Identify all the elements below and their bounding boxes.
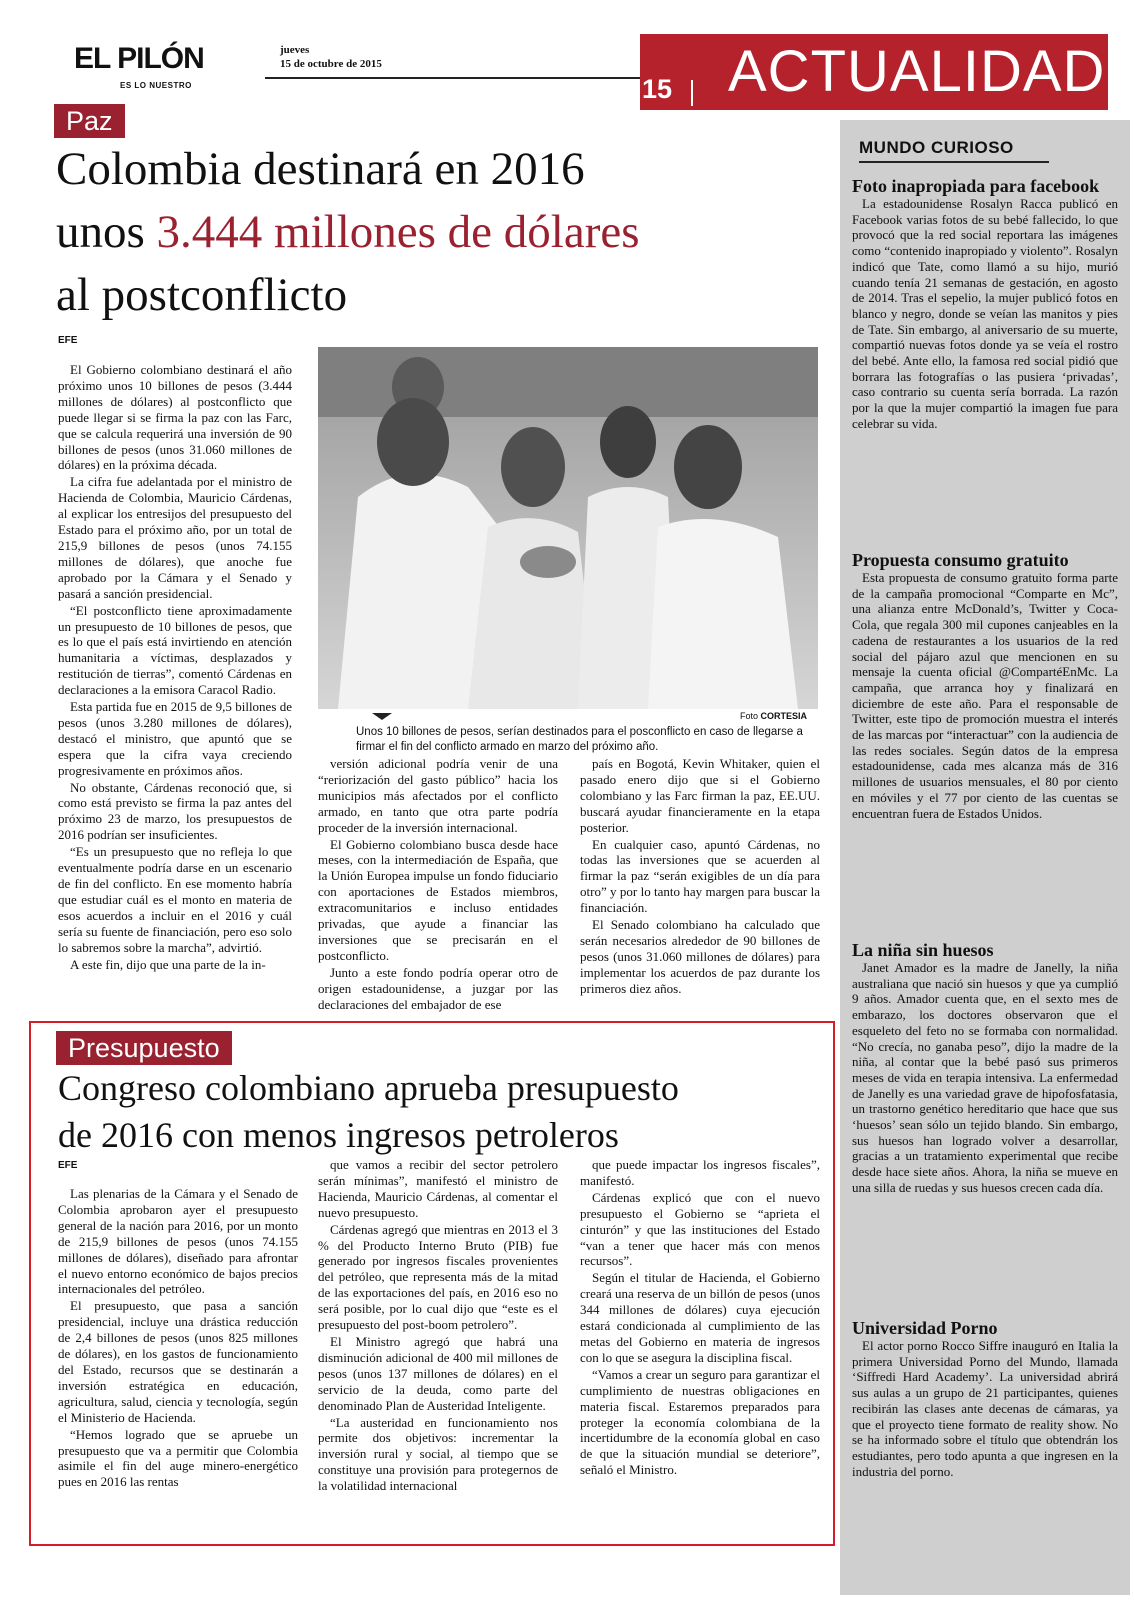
paragraph: El Gobierno colombiano busca desde hace meses, con la intermediación de España, que la Unión Europea impulse un fondo fiduciario con aportaciones de Estados miembros, extracomunitarios e incluso entidades privadas, que ayude a financiar las inversiones que se precisarán en el postconflicto.: [318, 836, 558, 963]
paragraph: A este fin, dijo que una parte de la in-: [70, 956, 266, 972]
article-column-1: [58, 362, 292, 973]
article-headline-2: [58, 1065, 828, 1159]
paragraph: Las plenarias de la Cámara y el Senado de Colombia aprobaron ayer el presupuesto general de la nación para 2016, por un monto de 215,9 billones de pesos (unos 74.155 millones de dólares), diseñado para afrontar el nuevo entorno económico de bajos precios internacionales del petróleo.: [58, 1186, 298, 1297]
paragraph: “El postconflicto tiene aproximadamente un presupuesto de 10 billones de pesos, que es lo que el país está invirtiendo en atención humanitaria a víctimas, desplazados y restitución de tierras”, comentó Cárdenas en declaraciones a la emisora Caracol Radio.: [58, 602, 292, 698]
masthead-rule: [265, 77, 640, 79]
paragraph: que puede impactar los ingresos fiscales”, manifestó.: [580, 1157, 820, 1188]
sidebar-item-title: Universidad Porno: [852, 1318, 998, 1338]
paragraph: El presupuesto, que pasa a sanción presidencial, incluye una drástica reducción de 2,4 billones de pesos (unos 825 millones de dólares), en los gastos de funcionamiento del Estado, recursos que se destinarán a inversión estratégica en educación, agricultura, salud, ciencia y tecnología, según el Ministerio de Hacienda.: [58, 1298, 298, 1425]
headline-line-3: al postconflicto: [56, 269, 348, 321]
paragraph: La cifra fue adelantada por el ministro de Hacienda de Colombia, Mauricio Cárdenas, al explicar los entresijos del presupuesto del Estado para el próximo año, por un total de 215,9 billones de pesos (unos 74.155 millones de dólares), que anoche fue aprobado por la Cámara y el Senado y pasará a sanción presidencial.: [58, 474, 292, 601]
sidebar-item-body: El actor porno Rocco Siffre inauguró en Italia la primera Universidad Porno del Mundo, llamada ‘Siffredi Hard Academy’. La universidad abrirá sus aulas a un grupo de 21 participantes, quienes recibirán las clases ante decenas de cámaras, ya que el proyecto tiene formato de reality show. No se ha informado sobre el título que obtendrán los estudiantes, pero todo apunta a que ingresen en la industria del porno.: [852, 1338, 1118, 1479]
article-byline: EFE: [58, 335, 78, 346]
photo-credit-label: Foto: [740, 711, 759, 721]
sidebar-item-4: [852, 1318, 1118, 1479]
headline-text: unos: [56, 206, 157, 258]
paragraph: “Vamos a crear un seguro para garantizar el cumplimiento de nuestras obligaciones en materia fiscal. Estaremos preparados para proteger la economía colombiana de la incertidumbre de la economía global en caso de que la situación mundial se deteriore”, señaló el Ministro.: [580, 1366, 820, 1478]
photo-caption: Unos 10 billones de pesos, serían destinados para el posconflicto en caso de llegarse a firmar el fin del conflicto armado en marzo del próximo año.: [356, 726, 803, 753]
headline-line-2: [56, 201, 826, 264]
paragraph: “Hemos logrado que se apruebe un presupuesto que va a permitir que Colombia asimile el fin del auge minero-energético pues en 2016 las rentas: [58, 1426, 298, 1490]
photo-handshake-illustration: [318, 347, 818, 709]
sidebar-item-1: [852, 176, 1118, 432]
article-byline-2: EFE: [58, 1160, 78, 1171]
page-number-divider: [691, 80, 693, 106]
paragraph: versión adicional podría venir de una “reriorización del gasto público” hacia los municipios más afectados por el conflicto armado, en tanto que otra parte podría proceder de la inversión internacional.: [318, 756, 558, 835]
sidebar-item-title: Propuesta consumo gratuito: [852, 550, 1069, 570]
paragraph: Cárdenas agregó que mientras en 2013 el 3 % del Producto Interno Bruto (PIB) fue generado por ingresos fiscales provenientes del petróleo, que representa más de la mitad de las exportaciones del país, en 2016 eso no será posible, por lo cual dijo que “este es el presupuesto del post-boom petrolero”.: [318, 1221, 558, 1333]
article-tag-paz: Paz: [54, 104, 125, 138]
paragraph: Junto a este fondo podría operar otro de origen estadounidense, a juzgar por las declaraciones del embajador de ese: [318, 964, 558, 1012]
paragraph: El Ministro agregó que habrá una disminución adicional de 400 mil millones de pesos (unos 137 millones de dólares) en el servicio de la deuda, como parte del denominado Plan de Austeridad Inteligente.: [318, 1333, 558, 1413]
article-headline: [56, 138, 826, 327]
paragraph: Según el titular de Hacienda, el Gobierno creará una reserva de un billón de pesos (unos 344 millones de dólares) cuya ejecución estará condicionada al cumplimiento de las metas del Gobierno en materia de ingresos con lo que se asegura la disciplina fiscal.: [580, 1270, 820, 1365]
paragraph: que vamos a recibir del sector petrolero serán mínimas”, manifestó el ministro de Hacienda, Mauricio Cárdenas, al comentar el nuevo presupuesto.: [318, 1157, 558, 1220]
paragraph: Cárdenas explicó que con el nuevo presupuesto el Gobierno se “aprieta el cinturón” y que las instituciones del Estado “van a tener que hacer más con menos recursos”.: [580, 1189, 820, 1269]
paragraph: “La austeridad en funcionamiento nos permite dos objetivos: incrementar la inversión rural y social, al tiempo que se constituye una provisión para protegernos de la volatilidad internacional: [318, 1414, 558, 1494]
article-tag-presupuesto: Presupuesto: [56, 1031, 232, 1065]
sidebar-rule: [859, 161, 1049, 163]
article2-column-3: [580, 1157, 820, 1479]
article-photo: [318, 347, 818, 709]
headline2-line-1: Congreso colombiano aprueba presupuesto: [58, 1068, 679, 1108]
sidebar-label: MUNDO CURIOSO: [859, 138, 1014, 157]
sidebar-item-2: [852, 550, 1118, 821]
section-title: ACTUALIDAD: [728, 39, 1106, 104]
article-column-3: [580, 756, 820, 998]
article2-column-2: [318, 1157, 558, 1495]
sidebar-item-body: Janet Amador es la madre de Janelly, la niña australiana que nació sin huesos y que ya cumplió 9 años. Amador cuenta que, en el sexto mes de embarazo, los doctores observaron que el esqueleto del feto no se formaba con normalidad. “No crecía, no ganaba peso”, dijo la madre de la niña, al contar que la bebé pasó sus primeros meses de vida en terapia intensiva. La enfermedad de Janelly es una variedad grave de hipofosfatasia, un trastorno genético hereditario que hace que sus ‘huesos’ sean sólo un tejido blando. Sin embargo, sus huesos han logrado volver a desarrollar, gracias a un tratamiento experimental que recibe desde hace siete años. Ahora, la niña se mueve en una silla de ruedas y sus huesos crecen cada día.: [852, 960, 1118, 1195]
headline-line-1: Colombia destinará en 2016: [56, 143, 585, 195]
photo-credit: [740, 711, 807, 721]
page-number: 15: [642, 74, 673, 104]
paragraph: En cualquier caso, apuntó Cárdenas, no todas las inversiones que se acuerden al firmar la paz “serán exigibles de un día para otro” y por lo tanto hay margen para buscar la financiación.: [580, 836, 820, 916]
caption-arrow-icon: [372, 713, 392, 720]
sidebar-item-body: La estadounidense Rosalyn Racca publicó en Facebook varias fotos de su bebé fallecido, lo que provocó que la red social reportara las imágenes como “contenido inapropiado y violento”. Rosalyn indicó que Tate, como llamó a su hijo, murió cuando tenía 21 semanas de gestación, en agosto de 2014. Tras el sepelio, la mujer publicó fotos en blanco y negro, donde se veían las manitos y pies de Tate. Sin embargo, al aniversario de su muerte, compartió nuevas fotos donde ya se veía el rostro del bebé. Ante ello, la famosa red social pidió que borrara las fotografías o las pusiera ‘privadas’, caso contrario su cuenta sería borrada. La razón por la que la mujer compartió la imagen fue para celebrar su vida.: [852, 196, 1118, 431]
paragraph: No obstante, Cárdenas reconoció que, si como está previsto se firma la paz antes del próximo 23 de marzo, los presupuestos de 2016 podrían ser insuficientes.: [58, 779, 292, 843]
paragraph: Esta partida fue en 2015 de 9,5 billones de pesos (unos 3.280 millones de dólares), destacó el ministro, que apuntó que se espera que la cifra vaya creciendo progresivamente en próximos años.: [58, 699, 292, 778]
paragraph: El Gobierno colombiano destinará el año próximo unos 10 billones de pesos (3.444 millones de dólares) al postconflicto que puede llegar si se firma la paz con las Farc, que se calcula requerirá una inversión de 90 billones de pesos (unos 31.060 millones de dólares) en la próxima década.: [58, 362, 292, 473]
paragraph: El Senado colombiano ha calculado que serán necesarios alrededor de 90 billones de pesos (unos 31.060 millones de dólares) para implementar los acuerdos de paz durante los primeros diez años.: [580, 917, 820, 996]
sidebar-item-title: La niña sin huesos: [852, 940, 994, 960]
newspaper-logo: EL PILÓN: [74, 42, 204, 75]
logo-tagline: ES LO NUESTRO: [120, 81, 192, 90]
article-column-2: [318, 756, 558, 1014]
sidebar-item-body: Esta propuesta de consumo gratuito forma parte de la campaña promocional “Comparte en Mc”, una alianza entre McDonald’s, Twitter y Coca-Cola, que regala 300 mil cupones canjeables en la cadena de restaurantes a los usuarios de la red social del pájaro azul que mencionen en su mensaje la cuenta oficial @CompartéEnMc. La campaña, que arranca hoy y finalizará en diciembre de este año. Para el responsable de Twitter, este tipo de promoción muestra el interés de las marcas por “interactuar” con la audiencia de las redes sociales. Según datos de la empresa estadounidense, cada mes alcanza más de 316 millones de usuarios mensuales, el 80 por ciento en móviles y el 77 por ciento de las cuentas se encuentran fuera de Estados Unidos.: [852, 570, 1118, 821]
sidebar-item-title: Foto inapropiada para facebook: [852, 176, 1100, 196]
paragraph: “Es un presupuesto que no refleja lo que eventualmente podría darse en un escenario de fin del conflicto. En ese momento habría que estudiar cuál es el monto en materia de esos acuerdos a incluir en el 2016 y cuál sería su fuente de financiación, pero eso solo lo sabremos sobre la marcha”, advirtió.: [58, 844, 292, 955]
paragraph: país en Bogotá, Kevin Whitaker, quien el pasado enero dijo que si el Gobierno colombiano y las Farc firman la paz, EE.UU. buscará ayudar financieramente en la etapa posterior.: [580, 756, 820, 835]
issue-date: 15 de octubre de 2015: [280, 58, 382, 70]
photo-credit-name: CORTESIA: [760, 711, 808, 721]
article2-column-1: [58, 1186, 298, 1491]
issue-weekday: jueves: [280, 44, 310, 56]
headline-highlight: 3.444 millones de dólares: [156, 206, 640, 258]
headline2-line-2: de 2016 con menos ingresos petroleros: [58, 1115, 619, 1155]
sidebar-item-3: [852, 940, 1118, 1196]
